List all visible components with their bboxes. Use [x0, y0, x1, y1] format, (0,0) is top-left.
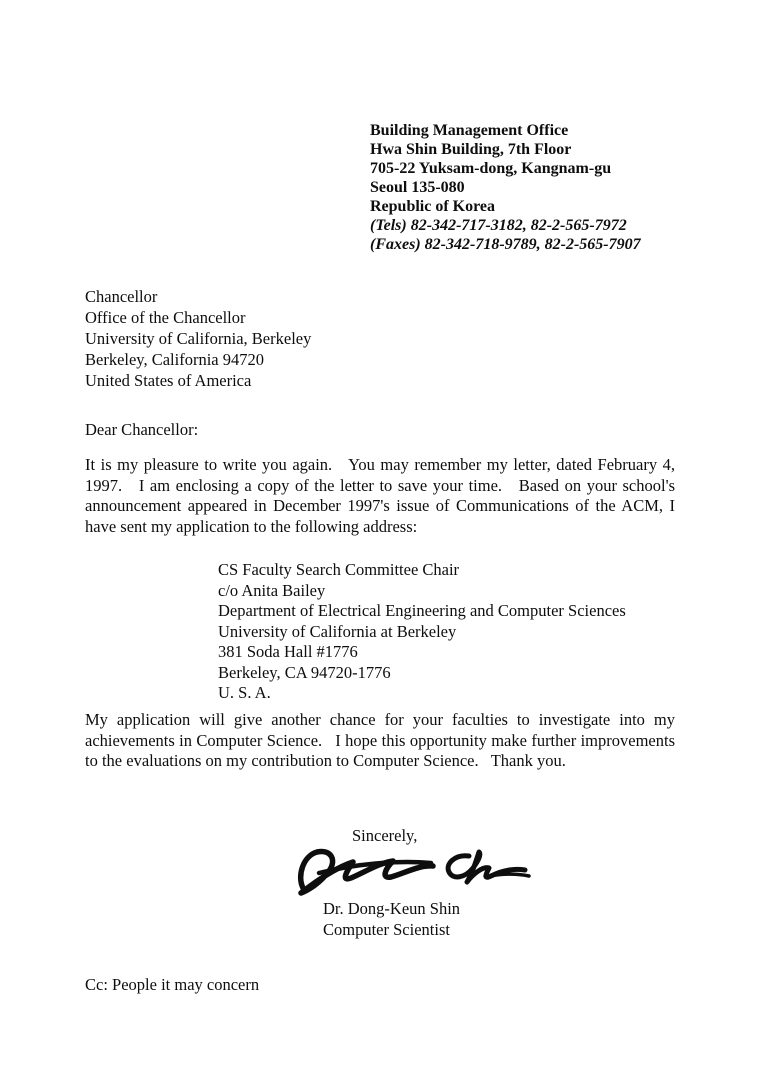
forward-address-line: CS Faculty Search Committee Chair	[218, 560, 460, 579]
recipient-address-line: Berkeley, California 94720	[85, 350, 265, 369]
forward-address-line: 381 Soda Hall #1776	[218, 642, 358, 661]
body-paragraph-2: My application will give another chance for your faculties to investigate into my achievements in Computer Science. I hope this opportunity make further improvements to the evaluations on my contribution to Computer Science. Thank you.	[85, 710, 680, 770]
valediction: Sincerely,	[352, 826, 418, 845]
body-paragraph-1: It is my pleasure to write you again. You may remember my letter, dated February 4, 1997. I am enclosing a copy of the letter to save your time. Based on your school's announcement appeared in December 1997's issue of Communications of the ACM, I have sent my application to the following address:	[85, 455, 680, 536]
forward-address-line: U. S. A.	[218, 683, 271, 702]
recipient-address-block	[85, 286, 311, 391]
signatory-name: Dr. Dong-Keun Shin	[323, 899, 461, 918]
sender-address-line: Building Management Office	[370, 122, 569, 139]
recipient-address-line: United States of America	[85, 371, 252, 390]
sender-address-line: 705-22 Yuksam-dong, Kangnam-gu	[370, 160, 612, 177]
signatory-title: Computer Scientist	[323, 920, 450, 939]
salutation: Dear Chancellor:	[85, 420, 199, 439]
forward-address-line: Department of Electrical Engineering and Computer Sciences	[218, 601, 626, 620]
sender-address-block	[370, 121, 641, 254]
cc-line: Cc: People it may concern	[85, 975, 260, 994]
forward-address-line: University of California at Berkeley	[218, 621, 457, 641]
sender-address-line: Hwa Shin Building, 7th Floor	[370, 141, 572, 158]
forward-address-block	[218, 560, 626, 704]
signatory-block	[323, 898, 460, 940]
sender-address-line: Seoul 135-080	[370, 179, 465, 196]
forward-address-line: Berkeley, CA 94720-1776	[218, 662, 391, 682]
sender-fax-line: (Faxes) 82-342-718-9789, 82-2-565-7907	[370, 236, 641, 253]
recipient-address-line: Chancellor	[85, 287, 158, 306]
sender-tel-line: (Tels) 82-342-717-3182, 82-2-565-7972	[370, 217, 627, 234]
recipient-address-line: University of California, Berkeley	[85, 329, 312, 348]
sender-address-line: Republic of Korea	[370, 198, 496, 215]
forward-address-line: c/o Anita Bailey	[218, 580, 326, 600]
recipient-address-line: Office of the Chancellor	[85, 308, 246, 327]
